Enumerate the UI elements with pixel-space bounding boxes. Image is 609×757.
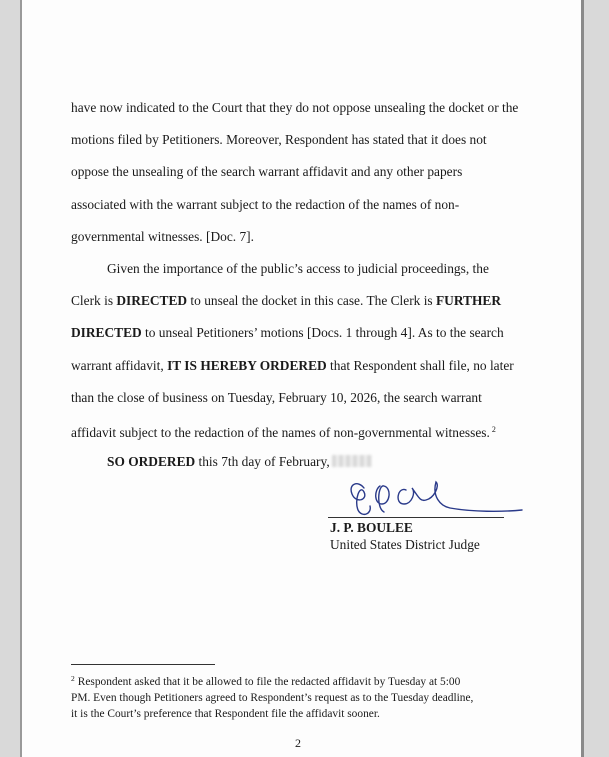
text-line: motions filed by Petitioners. Moreover, Respondent has stated that it does not xyxy=(71,132,487,148)
footnote-line: PM. Even though Petitioners agreed to Respondent’s request as to the Tuesday deadline, xyxy=(71,692,474,704)
text-run: to unseal Petitioners’ motions [Docs. 1 through 4]. As to the search xyxy=(141,325,504,341)
judge-title: United States District Judge xyxy=(330,537,480,552)
redacted-year xyxy=(332,455,372,467)
order-paragraph xyxy=(71,253,541,449)
footnote-line xyxy=(71,671,541,690)
so-ordered-line xyxy=(71,446,577,478)
text-run: warrant affidavit, xyxy=(71,357,168,373)
footnote-line: it is the Court’s preference that Respondent file the affidavit sooner. xyxy=(71,708,380,720)
date-text: this 7th day of February, xyxy=(195,454,330,469)
page-number: 2 xyxy=(295,736,301,750)
text-run: affidavit subject to the redaction of the names of non-governmental witnesses. xyxy=(71,425,490,441)
text-line: oppose the unsealing of the search warrant affidavit and any other papers xyxy=(71,164,463,180)
footnote-divider xyxy=(71,664,215,665)
text-run: Respondent asked that it be allowed to file the redacted affidavit by Tuesday at 5:00 xyxy=(77,676,461,688)
text-run: that Respondent shall file, no later xyxy=(326,357,514,373)
text-run: Clerk is xyxy=(71,293,117,309)
judge-name: J. P. BOULEE xyxy=(330,520,413,535)
bold-directed: DIRECTED xyxy=(71,325,142,341)
text-line: governmental witnesses. [Doc. 7]. xyxy=(71,228,254,244)
footnote xyxy=(71,671,541,722)
text-line: associated with the warrant subject to the redaction of the names of non- xyxy=(71,196,460,212)
signature-line xyxy=(328,517,504,518)
text-line: Given the importance of the public’s access to judicial proceedings, the xyxy=(107,261,489,276)
paragraph-continued xyxy=(71,92,541,253)
footnote-number: 2 xyxy=(71,674,75,683)
text-line xyxy=(71,317,541,349)
text-line: than the close of business on Tuesday, February 10, 2026, the search warrant xyxy=(71,389,482,405)
bold-directed: DIRECTED xyxy=(116,293,188,309)
text-line: have now indicated to the Court that they do not oppose unsealing the docket or the xyxy=(71,100,519,115)
document-page xyxy=(20,0,584,757)
footnote-reference: 2 xyxy=(491,425,496,435)
text-run: to unseal the docket in this case. The Clerk is xyxy=(187,293,436,309)
bold-so-ordered: SO ORDERED xyxy=(107,454,196,469)
text-line xyxy=(71,285,541,317)
text-line xyxy=(71,350,541,382)
text-line xyxy=(71,414,541,449)
bold-ordered: IT IS HEREBY ORDERED xyxy=(167,357,327,373)
judge-signature xyxy=(322,478,532,520)
bold-further: FURTHER xyxy=(436,293,501,309)
